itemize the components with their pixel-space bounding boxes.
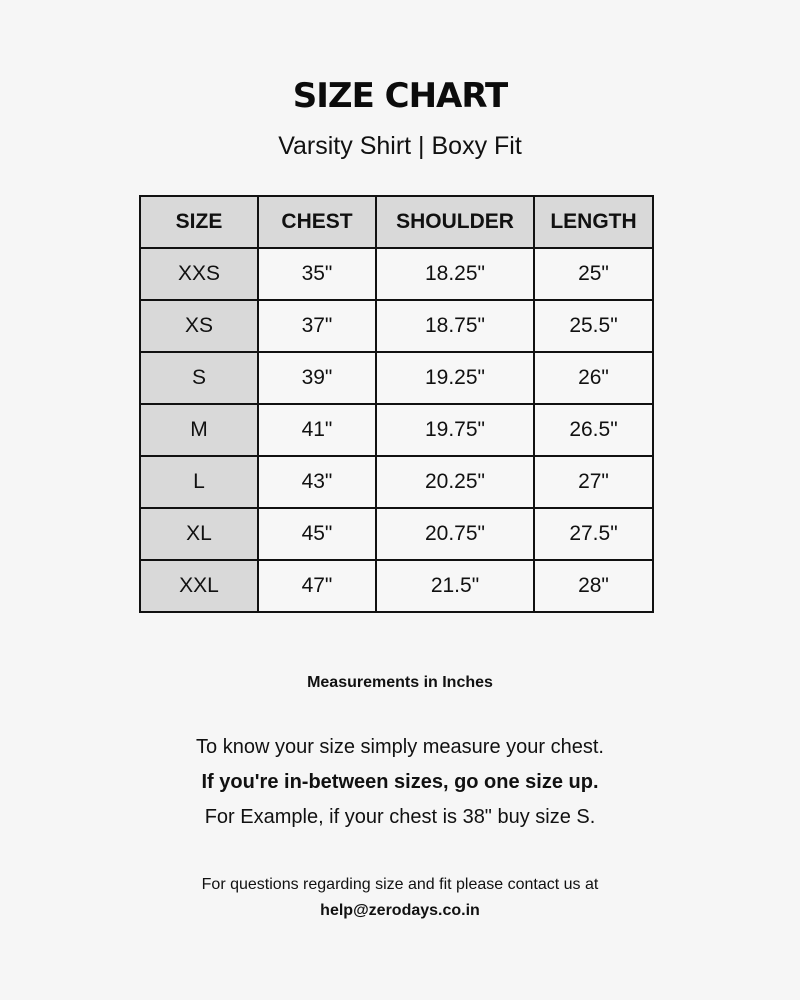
shoulder-cell: 18.25"	[376, 248, 534, 300]
column-header-size: SIZE	[140, 196, 258, 248]
table-header-row	[140, 196, 653, 248]
shoulder-cell: 19.25"	[376, 352, 534, 404]
table-row	[140, 352, 653, 404]
table-row	[140, 560, 653, 612]
size-cell: S	[140, 352, 258, 404]
product-subtitle: Varsity Shirt | Boxy Fit	[278, 132, 522, 160]
size-cell: M	[140, 404, 258, 456]
column-header-shoulder: SHOULDER	[376, 196, 534, 248]
contact-section	[0, 872, 800, 924]
length-cell: 27"	[534, 456, 653, 508]
size-chart-table	[139, 195, 654, 613]
size-cell: XL	[140, 508, 258, 560]
chest-cell: 41"	[258, 404, 376, 456]
units-note: Measurements in Inches	[307, 674, 493, 691]
length-cell: 25"	[534, 248, 653, 300]
length-cell: 27.5"	[534, 508, 653, 560]
chest-cell: 39"	[258, 352, 376, 404]
chest-cell: 45"	[258, 508, 376, 560]
length-cell: 26.5"	[534, 404, 653, 456]
chest-cell: 43"	[258, 456, 376, 508]
table-row	[140, 508, 653, 560]
contact-text: For questions regarding size and fit please contact us at	[201, 876, 599, 893]
chest-cell: 35"	[258, 248, 376, 300]
sizing-instructions	[0, 730, 800, 835]
instruction-size-up: If you're in-between sizes, go one size up.	[201, 771, 599, 793]
column-header-length: LENGTH	[534, 196, 653, 248]
size-cell: XXS	[140, 248, 258, 300]
contact-email-link[interactable]: help@zerodays.co.in	[320, 902, 480, 919]
instruction-measure: To know your size simply measure your chest.	[196, 736, 604, 758]
table-row	[140, 300, 653, 352]
length-cell: 28"	[534, 560, 653, 612]
page-title: SIZE CHART	[292, 76, 508, 116]
size-cell: XXL	[140, 560, 258, 612]
shoulder-cell: 20.25"	[376, 456, 534, 508]
size-cell: L	[140, 456, 258, 508]
shoulder-cell: 19.75"	[376, 404, 534, 456]
chest-cell: 37"	[258, 300, 376, 352]
column-header-chest: CHEST	[258, 196, 376, 248]
shoulder-cell: 18.75"	[376, 300, 534, 352]
table-row	[140, 404, 653, 456]
instruction-example: For Example, if your chest is 38" buy size S.	[204, 806, 596, 828]
table-row	[140, 456, 653, 508]
shoulder-cell: 20.75"	[376, 508, 534, 560]
length-cell: 26"	[534, 352, 653, 404]
table-row	[140, 248, 653, 300]
shoulder-cell: 21.5"	[376, 560, 534, 612]
size-cell: XS	[140, 300, 258, 352]
length-cell: 25.5"	[534, 300, 653, 352]
chest-cell: 47"	[258, 560, 376, 612]
